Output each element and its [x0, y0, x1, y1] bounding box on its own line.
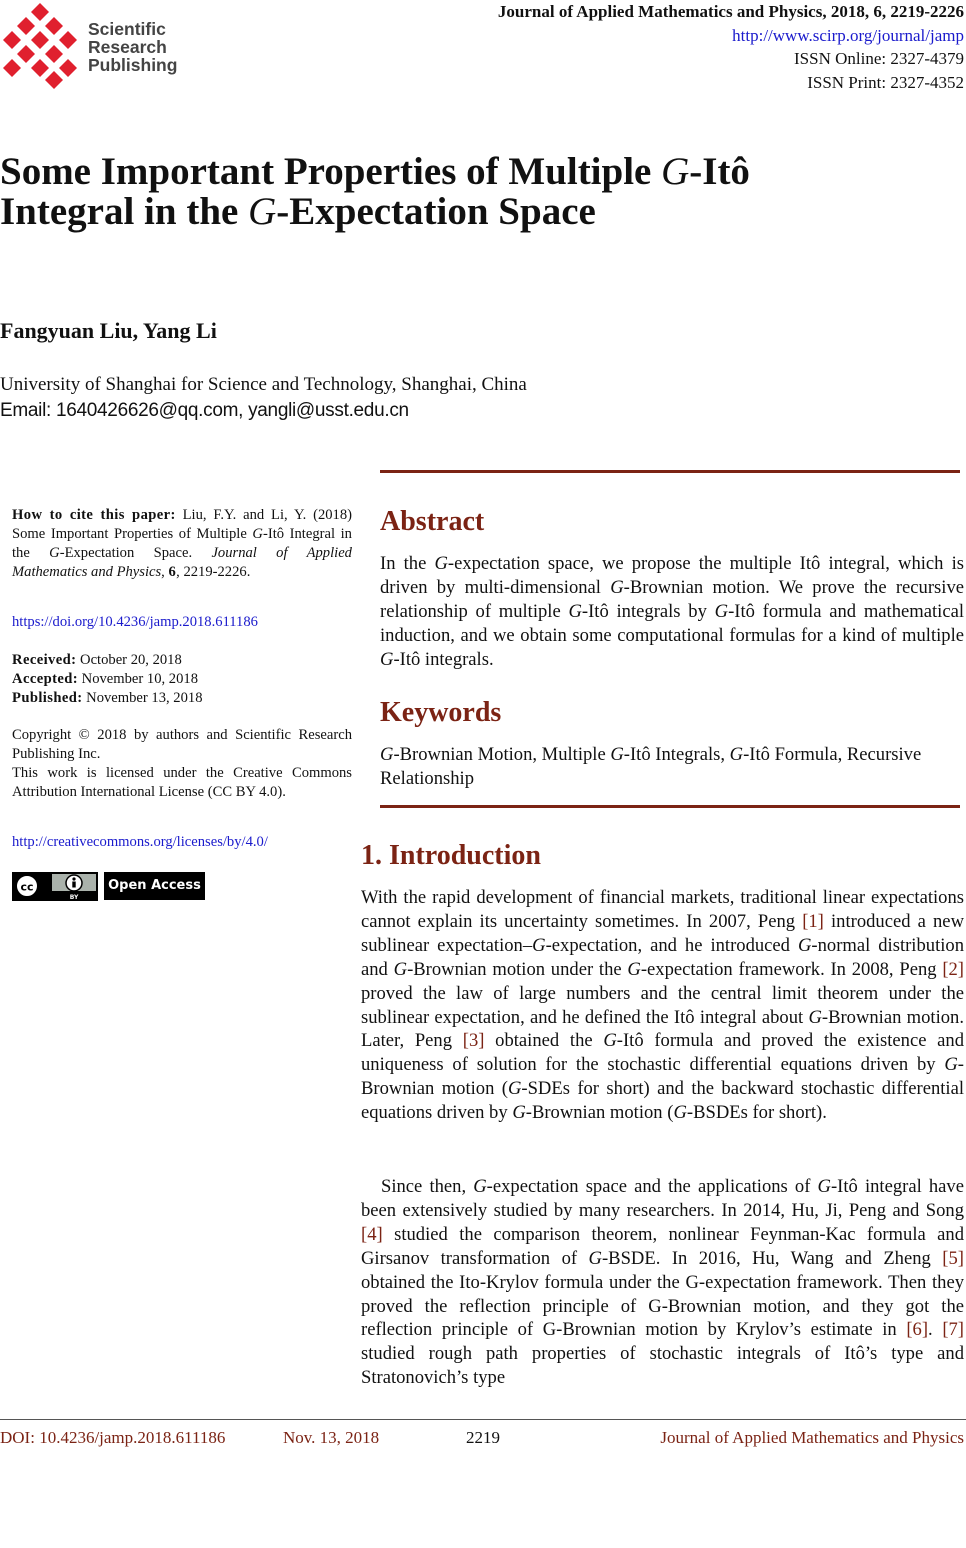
title-math-g: G: [248, 190, 277, 233]
abstract-text: [380, 552, 964, 672]
footer-doi: DOI: 10.4236/jamp.2018.611186: [0, 1428, 226, 1447]
dates-block: [12, 651, 352, 708]
email: Email: 1640426626@qq.com, yangli@usst.edu.cn: [0, 400, 409, 421]
math-g: G: [603, 1030, 617, 1052]
footer-page-number: 2219: [466, 1428, 500, 1447]
body-text: -expectation framework. In 2008, Peng: [640, 958, 943, 980]
cite-text: -Itô Integral in the: [12, 526, 352, 561]
title-text: -Expectation Space: [276, 190, 596, 233]
math-g: G: [588, 1247, 602, 1269]
math-g: G: [507, 1078, 522, 1100]
keywords-heading: Keywords: [380, 697, 502, 728]
body-text: -Brownian motion under the: [407, 958, 628, 980]
title-text: -Itô: [689, 150, 750, 193]
accepted-label: Accepted:: [12, 671, 79, 687]
authors: Fangyuan Liu, Yang Li: [0, 318, 217, 343]
abstract-text-part: -Itô integrals.: [393, 648, 494, 670]
cite-volume: 6: [168, 564, 177, 580]
abstract-text-part: In the: [380, 553, 435, 574]
body-text: -BSDEs for short).: [686, 1102, 827, 1124]
math-g: G: [473, 1176, 487, 1197]
introduction-paragraph-2: [361, 1175, 964, 1390]
math-g: G: [568, 600, 582, 622]
title-math-g: G: [661, 150, 690, 193]
logo-text: [88, 20, 177, 74]
paper-title: [0, 152, 960, 232]
published-label: Published:: [12, 690, 83, 706]
affiliation: University of Shanghai for Science and Technology, Shanghai, China: [0, 374, 527, 395]
svg-text:cc: cc: [20, 880, 34, 894]
accepted-date: November 10, 2018: [78, 671, 198, 687]
cite-text: -Expectation Space.: [59, 545, 212, 561]
keywords-text: [380, 743, 940, 791]
cc-by-label: BY: [69, 894, 79, 901]
reference-link-2[interactable]: [2]: [942, 958, 964, 980]
math-g: G: [817, 1176, 831, 1197]
body-text: -expectation, and he introduced: [545, 934, 798, 956]
abstract-top-rule: [380, 470, 960, 473]
math-g: G: [610, 576, 624, 598]
received-label: Received:: [12, 652, 77, 668]
body-text: -Brownian motion (: [525, 1102, 674, 1124]
math-g: G: [434, 553, 448, 574]
logo-line-2: Research: [88, 37, 167, 57]
body-text: -Itô integral have been extensively studied by many researchers. In 2014, Hu, Ji, Peng and Song: [361, 1176, 964, 1221]
cite-text: ,: [161, 564, 169, 580]
logo-line-3: Publishing: [88, 55, 178, 75]
math-g: G: [729, 744, 744, 765]
license-link-row: [12, 833, 352, 852]
body-text: -Brownian motion (: [361, 1054, 964, 1100]
license-link[interactable]: http://creativecommons.org/licenses/by/4.0/: [12, 834, 268, 850]
body-text: -Brownian motion. Later, Peng: [361, 1006, 964, 1052]
doi-link[interactable]: https://doi.org/10.4236/jamp.2018.611186: [12, 614, 258, 630]
math-g: G: [380, 744, 394, 765]
abstract-text-part: -Itô integrals by: [581, 600, 715, 622]
cite-pages: , 2219-2226.: [176, 564, 251, 580]
math-g: G: [393, 958, 408, 980]
body-text: obtained the Ito-Krylov formula under the G-expectation framework. Then they proved the reflection principle of G-Brownian motion, and they got the reflection principle of G-Brownian motion by Krylov’s estimate in: [361, 1271, 964, 1341]
body-text: Since then,: [381, 1176, 474, 1197]
introduction-heading: 1. Introduction: [361, 840, 541, 871]
reference-link-5[interactable]: [5]: [942, 1247, 964, 1269]
math-g: G: [797, 934, 812, 956]
doi-link-row: [12, 613, 352, 632]
body-text: introduced a new sublinear expectation–: [361, 910, 964, 956]
copyright-text: Copyright © 2018 by authors and Scientific Research Publishing Inc.: [12, 727, 352, 762]
keyword-text: -Itô Integrals,: [623, 744, 730, 765]
title-text: Integral in the: [0, 190, 249, 233]
logo-line-1: Scientific: [88, 19, 166, 39]
introduction-paragraph-1: [361, 886, 964, 1125]
abstract-text-part: -Brownian motion. We prove the recursive relationship of multiple: [380, 576, 965, 622]
body-text: -expectation space and the applications of: [486, 1176, 818, 1197]
math-g: G: [714, 600, 729, 622]
abstract-heading: Abstract: [380, 506, 485, 537]
issn-online: ISSN Online: 2327-4379: [794, 49, 964, 69]
math-g: G: [627, 958, 641, 980]
math-g: G: [380, 648, 394, 670]
cc-by-badge[interactable]: [12, 872, 98, 901]
journal-url-link[interactable]: http://www.scirp.org/journal/jamp: [732, 25, 964, 45]
body-text: -normal distribution and: [361, 934, 964, 980]
body-text: obtained the: [484, 1030, 604, 1052]
citation-block: [12, 506, 352, 582]
license-text: This work is licensed under the Creative Commons Attribution International License (CC BY 4.0).: [12, 765, 352, 800]
cite-text: Liu, F.Y. and Li, Y. (2018) Some Important Properties of Multiple: [12, 507, 352, 542]
math-g: G: [532, 934, 546, 956]
reference-link-1[interactable]: [1]: [802, 910, 824, 932]
open-access-badge[interactable]: Open Access: [104, 872, 205, 900]
body-text: With the rapid development of financial markets, traditional linear expectations cannot explain its uncertainty sometimes. In 2007, Peng: [361, 887, 964, 932]
math-g: G: [808, 1006, 822, 1028]
body-text: .: [928, 1319, 943, 1341]
cite-math-g: G: [252, 526, 263, 542]
journal-header: [498, 0, 964, 95]
logo-diamonds-icon: [2, 3, 84, 89]
footer-journal: Journal of Applied Mathematics and Physics: [660, 1428, 964, 1447]
cite-math-g: G: [49, 545, 60, 561]
body-text: -Itô formula and proved the existence and uniqueness of solution for the stochastic differential equations driven by: [361, 1030, 965, 1076]
body-text: -SDEs for short) and the backward stochastic differential equations driven by: [361, 1078, 964, 1124]
abstract-text-part: -expectation space, we propose the multiple Itô integral, which is driven by multi-dimensional: [380, 553, 964, 598]
reference-link-4[interactable]: [4]: [361, 1223, 383, 1245]
copyright-block: [12, 726, 352, 802]
body-text: studied rough path properties of stochastic integrals of Itô’s type and Stratonovich’s type: [361, 1343, 964, 1389]
keywords-bottom-rule: [380, 805, 960, 808]
keyword-text: -Brownian Motion, Multiple: [393, 744, 611, 765]
footer-rule: [0, 1419, 966, 1420]
published-date: November 13, 2018: [82, 690, 203, 706]
cite-label: How to cite this paper:: [12, 507, 176, 523]
reference-link-3[interactable]: [3]: [462, 1030, 485, 1052]
body-text: proved the law of large numbers and the central limit theorem under the sublinear expectation, and he defined the Itô integral about: [361, 982, 964, 1028]
cc-by-icon: [12, 872, 98, 901]
abstract-text-part: -Itô formula and mathematical induction, and we obtain some computational formulas for a kind of multiple: [380, 600, 964, 646]
math-g: G: [944, 1054, 958, 1076]
received-date: October 20, 2018: [76, 652, 182, 668]
journal-citation: Journal of Applied Mathematics and Physics, 2018, 6, 2219-2226: [497, 2, 964, 21]
publisher-logo: [2, 3, 202, 89]
title-text: Some Important Properties of Multiple: [0, 150, 662, 193]
math-g: G: [512, 1102, 526, 1124]
math-g: G: [673, 1102, 687, 1124]
body-text: studied the comparison theorem, nonlinear Feynman-Kac formula and Girsanov transformation of: [361, 1223, 964, 1269]
cite-journal: Journal of Applied Mathematics and Physics: [12, 545, 352, 580]
math-g: G: [610, 744, 624, 765]
reference-link-6[interactable]: [6]: [906, 1319, 929, 1341]
body-text: -BSDE. In 2016, Hu, Wang and Zheng: [601, 1247, 943, 1269]
reference-link-7[interactable]: [7]: [942, 1319, 964, 1341]
issn-print: ISSN Print: 2327-4352: [807, 73, 964, 93]
keyword-text: -Itô Formula, Recursive Relationship: [380, 744, 922, 789]
footer-date: Nov. 13, 2018: [283, 1428, 380, 1447]
